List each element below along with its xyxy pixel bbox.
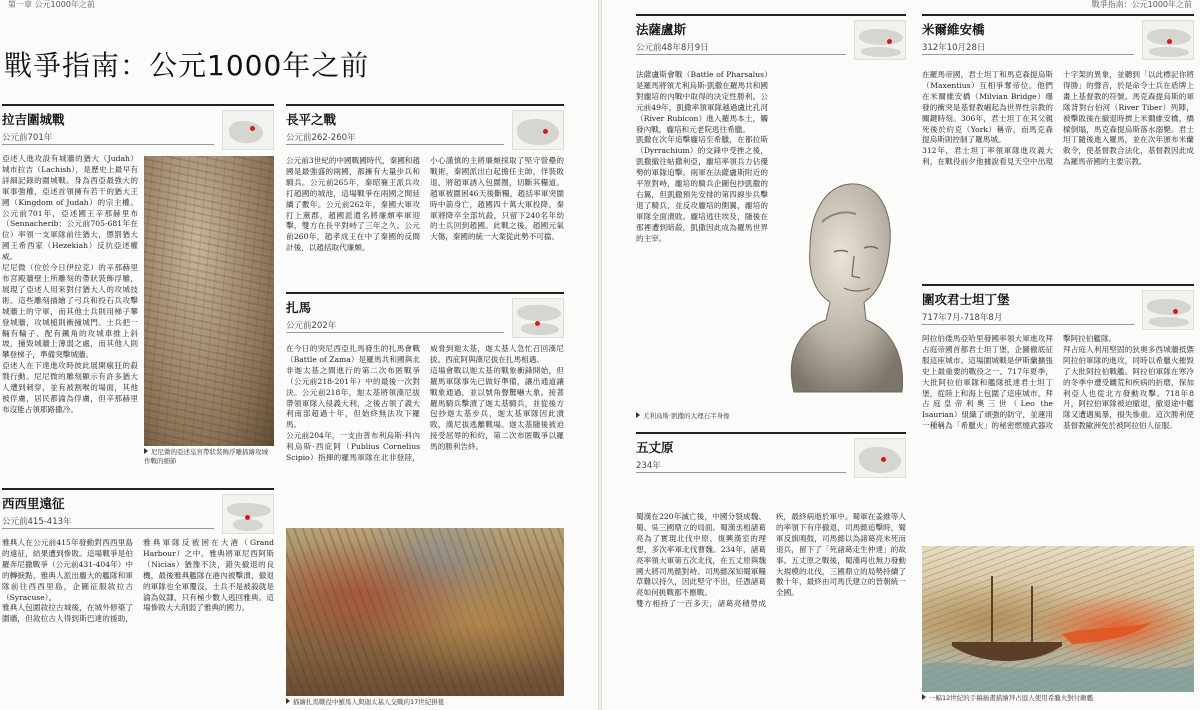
section-rule xyxy=(922,284,1194,286)
map-locator-icon xyxy=(512,298,564,338)
section-body: 雅典人在公元前415年發動對西西里島的遠征，結果遭到慘敗。這場戰爭是伯羅奔尼撒戰爭（公元前431-404年）中的轉捩點，雅典人派出龐大的艦隊和軍隊前往西西里島，企圖征服敘拉古（Syracuse）。 雅典人包圍敘拉古城後，在城外修築了圍牆，但敘拉古人得到斯巴達的援助，雅典軍隊反被困在大港（Grand Harbour）之中。雅典將軍尼西阿斯（Nicias）猶豫不決，錯失撤退的良機，最後雅典艦隊在港內被擊潰，撤退的軍隊也全軍覆沒，士兵不是被殺就是淪為奴隸，只有極少數人逃回雅典。這場慘敗大大削弱了雅典的國力。 xyxy=(2,538,274,624)
map-locator-icon xyxy=(222,494,274,534)
section-zama xyxy=(286,292,564,516)
section-title: 西西里遠征 xyxy=(2,496,65,511)
section-sub-rule xyxy=(286,144,504,145)
section-milvian xyxy=(922,14,1194,270)
running-head-left: 第一章 公元1000年之前 xyxy=(8,0,95,9)
section-body: 在今日的突尼西亞扎馬發生的扎馬會戰（Battle of Zama）是羅馬共和國與北非迦太基之間進行的第二次布匿戰爭（公元前218-201年）中的最後一次對決。公元前218年，迦太基將領漢尼拔帶領軍隊入侵義大利，之後占領了義大利南部超過十年，但始終無法攻下羅馬。 公元前204年，一支由普布利烏斯·科內利烏斯·西庇阿（Publius Cornelius Scipio）指揮的羅馬軍隊在北非登陸，威脅到迦太基，迦太基人急忙召回漢尼拔。西庇阿與漢尼拔在扎馬相遇。 這場會戰以迦太基的戰象衝鋒開始，但羅馬軍隊事先已做好準備，讓出通道讓戰象通過，並以號角聲驚嚇大象。接著羅馬騎兵擊潰了迦太基騎兵，並從後方包抄迦太基步兵，迦太基軍隊因此潰敗，漢尼拔逃離戰場。迦太基隨後被迫接受屈辱的和約，第二次布匿戰爭以羅馬的勝利告終。 xyxy=(286,344,564,463)
greek-fire-manuscript-image xyxy=(922,546,1194,692)
map-locator-icon xyxy=(854,20,906,60)
section-rule xyxy=(286,292,564,294)
caesar-bust-image xyxy=(774,152,910,402)
map-locator-icon xyxy=(1142,290,1194,330)
left-page xyxy=(0,0,598,710)
map-locator-icon xyxy=(854,438,906,478)
section-sub-rule xyxy=(2,528,214,529)
section-constantinople xyxy=(922,284,1194,544)
section-title: 拉吉圍城戰 xyxy=(2,112,65,127)
section-rule xyxy=(636,432,906,434)
section-rule xyxy=(922,14,1194,16)
section-sub-rule xyxy=(636,54,846,55)
section-date: 717年7月-718年8月 xyxy=(922,313,1003,323)
section-title: 米爾維安橋 xyxy=(922,22,985,37)
caption-text: 尤利烏斯·凱撒的大理石半身像 xyxy=(643,412,730,420)
figure-caption xyxy=(922,694,1194,703)
section-rule xyxy=(2,104,274,106)
section-sub-rule xyxy=(636,472,846,473)
caption-text: 描繪扎馬戰役中羅馬人與迦太基人交戰的17世紀掛毯 xyxy=(293,698,445,706)
caption-marker-icon xyxy=(636,412,640,418)
section-date: 公元前202年 xyxy=(286,321,337,331)
caption-marker-icon xyxy=(144,448,148,454)
caption-text: 尼尼微的亞述皇宮帶狀裝飾浮雕描繪攻城作戰的細節 xyxy=(144,448,268,465)
section-body: 法薩盧斯會戰（Battle of Pharsalus）是羅馬將領尤利烏斯·凱撒在羅馬共和國對龐培的內戰中取得的決定性勝利。公元前49年，凱撒率領軍隊越過盧比孔河（River Rubicon）進入羅馬本土，觸發內戰，龐培和元老院逃往希臘。 凱撒在次年追擊龐培至希臘，在都拉斯（Dyrrachium）的交鋒中受挫之後，凱撒撤往帖撒利亞，龐培率領兵力佔優勢的軍隊追擊。兩軍在法薩盧斯附近的平原對峙，龐培的騎兵企圖包抄凱撒的右翼，但凱撒預先安排的第四線步兵擊退了騎兵，並反攻龐培的側翼，龐培的軍隊全面潰敗。龐培逃往埃及，隨後在那裡遭到暗殺，凱撒因此成為羅馬世界的主宰。 xyxy=(636,70,768,243)
section-lachish xyxy=(2,104,274,480)
ship-illustration xyxy=(922,546,1194,692)
section-rule xyxy=(2,488,274,490)
section-wuzhangyuan xyxy=(636,432,906,702)
section-date: 公元前701年 xyxy=(2,133,53,143)
section-syracuse xyxy=(2,488,274,706)
section-title: 法薩盧斯 xyxy=(636,22,687,37)
section-changping xyxy=(286,104,564,280)
section-body: 阿拉伯倭馬亞哈里發國率領大軍進攻拜占庭帝國首都君士坦丁堡，企圖徹底征服這座城市。這場圍城戰是伊斯蘭擴張史上最重要的戰役之一。717年夏季，大批阿拉伯軍隊和艦隊抵達君士坦丁堡，從陸上和海上包圍了這座城市。拜占庭皇帝利奧三世（Leo the Isaurian）組織了頑強的防守，並運用一種稱為「希臘火」的秘密燃燒武器攻擊阿拉伯艦隊。 拜占庭人利用堅固的狄奧多西城牆抵禦阿拉伯軍隊的進攻，同時以希臘火摧毀了大批阿拉伯戰艦。阿拉伯軍隊在寒冷的冬季中遭受饑荒和疾病的折磨，保加利亞人也從北方發動攻擊。718年8月，阿拉伯軍隊被迫撤退，撤退途中艦隊又遭遇風暴，損失慘重。這次勝利使基督教歐洲免於被阿拉伯人征服。 xyxy=(922,334,1194,431)
section-rule xyxy=(636,14,906,16)
section-title: 長平之戰 xyxy=(286,112,337,127)
section-date: 公元前48年8月9日 xyxy=(636,43,709,53)
section-title: 圍攻君士坦丁堡 xyxy=(922,292,1010,307)
section-body: 在羅馬帝國，君士坦丁和馬克森提烏斯（Maxentius）互相爭奪帝位。他們在米爾維安橋（Milvian Bridge）爆發的衝突是基督教崛起為世界性宗教的關鍵時刻。306年，君士坦丁在其父親死後於約克（York）稱帝，而馬克森提烏斯則控制了羅馬城。 312年，君士坦丁率領軍隊進攻義大利，在戰役前夕他據說看見天空中出現十字架的異象，並聽到「以此標記你將得勝」的聲音，於是命令士兵在盾牌上畫上基督教的符號。馬克森提烏斯的軍隊背對台伯河（River Tiber）列陣，被擊敗後在撤退時擠上米爾維安橋，橋樑倒塌，馬克森提烏斯落水溺斃。君士坦丁隨後進入羅馬，並在次年頒布米蘭敕令，使基督教合法化，基督教因此成為羅馬帝國的主要宗教。 xyxy=(922,70,1194,167)
caption-text: 一幅12世紀的手稿插畫描繪拜占庭人使用希臘火對付敵艦 xyxy=(929,694,1094,702)
section-body: 蜀漢在220年滅亡後，中國分裂成魏、蜀、吳三國鼎立的局面。蜀漢丞相諸葛亮為了實現北伐中原、復興漢室的理想，多次率軍北伐曹魏。234年，諸葛亮率領大軍第五次北伐，在五丈原與魏國大將司馬懿對峙。司馬懿深知蜀軍糧草難以持久，因此堅守不出，任憑諸葛亮如何挑戰都不應戰。 雙方相持了一百多天，諸葛亮積勞成疾，最終病逝於軍中。蜀軍在姜維等人的率領下有序撤退，司馬懿追擊時，蜀軍反旗鳴鼓，司馬懿以為諸葛亮未死而退兵，留下了「死諸葛走生仲達」的故事。五丈原之戰後，蜀漢再也無力發動大規模的北伐，三國鼎立的局勢持續了數十年，最終由司馬氏建立的晉朝統一全國。 xyxy=(636,512,906,609)
caption-marker-icon xyxy=(286,698,290,704)
running-head-right: 戰爭指南：公元1000年之前 xyxy=(1091,0,1192,9)
figure-caption xyxy=(286,698,564,707)
caption-marker-icon xyxy=(922,694,926,700)
bust-illustration xyxy=(774,152,910,402)
figure-caption xyxy=(144,448,274,465)
section-body: 公元前3世紀的中國戰國時代，秦國和趙國是最強盛的兩國，都擁有大量步兵和騎兵。公元前265年，秦昭襄王派兵攻打趙國的城池，這場戰爭在兩國之間延續了數年。公元前262年，秦國大軍攻打上黨郡，趙國派遣名將廉頗率軍迎擊，雙方在長平對峙了三年之久。公元前260年，趙孝成王在中了秦國的反間計後，以趙括取代廉頗。 小心謹慎的主將廉頗採取了堅守營壘的戰術，秦國派出白起擔任主帥，佯裝敗退，將趙軍誘入包圍圈，切斷其糧道。趙軍被圍困46天後斷糧，趙括率軍突圍時中箭身亡，趙國四十萬大軍投降。秦軍將降卒全部坑殺，只留下240名年幼的士兵回到趙國。此戰之後，趙國元氣大傷，秦國的統一大業從此勢不可擋。 xyxy=(286,156,564,253)
assyrian-relief-image xyxy=(144,156,274,446)
map-locator-icon xyxy=(512,110,564,150)
figure-caption xyxy=(636,412,906,421)
map-locator-icon xyxy=(222,110,274,150)
map-locator-icon xyxy=(1142,20,1194,60)
section-sub-rule xyxy=(286,332,504,333)
section-date: 312年10月28日 xyxy=(922,43,986,53)
section-date: 公元前262-260年 xyxy=(286,133,356,143)
zama-tapestry-image xyxy=(286,528,564,696)
section-sub-rule xyxy=(922,324,1134,325)
section-sub-rule xyxy=(2,144,214,145)
section-body: 亞述人進攻設有城牆的猶大（Judah）城市拉吉（Lachish），是歷史上最早有詳細記錄的圍城戰。身為西亞最強大的軍事強權，亞述首領擁有若干的猶大王國（Kingdom of Judah）的宗主權。公元前701年，亞述國王辛那赫里布（Sennacherib；公元前705-681年在位）率領一支軍隊前往猶大，懲罰猶大國王希西家（Hezekiah）反抗亞述權威。 尼尼微（位於今日伊拉克）的辛那赫里布宮殿牆壁上所雕刻的帶狀裝飾浮雕，展現了亞述人用來對付猶大人的攻城技術。這些雕刻描繪了弓兵和投石兵攻擊城牆上的守軍，而其他士兵則用梯子攀登城牆，攻城槌則衝撞城門。士兵把一輛有輪子、配有鐵角的攻城車推上斜坡，撞毀城牆上薄弱之處，而其他人則攀登梯子，準備突擊城牆。 亞述人在下達進攻時彼此展開瘋狂的殺戮行動。尼尼微的雕刻顯示有許多猶大人遭到刺穿，並有被割喉的場面，其他被俘虜，居民都淪為俘虜，但辛那赫里布沒能占領耶路撒冷。 xyxy=(2,154,138,414)
section-rule xyxy=(286,104,564,106)
section-pharsalus xyxy=(636,14,906,424)
section-sub-rule xyxy=(922,54,1134,55)
section-title: 扎馬 xyxy=(286,300,312,315)
page-title: 戰爭指南：公元1000年之前 xyxy=(4,49,370,82)
section-title: 五丈原 xyxy=(636,440,674,455)
right-page xyxy=(602,0,1200,710)
section-date: 234年 xyxy=(636,461,661,471)
section-date: 公元前415-413年 xyxy=(2,517,72,527)
